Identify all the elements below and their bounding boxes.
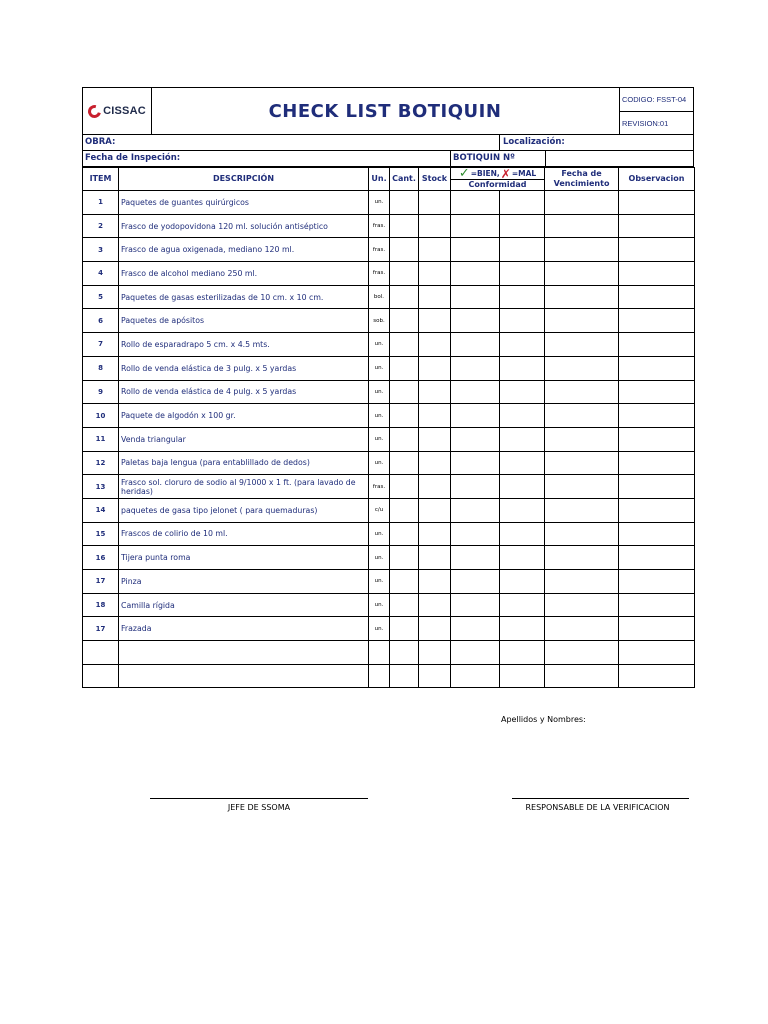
mal-cell[interactable]	[500, 427, 545, 451]
table-row	[83, 570, 695, 594]
item-description: Rollo de venda elástica de 3 pulg. x 5 yardas	[119, 356, 369, 380]
cant-cell[interactable]	[390, 380, 419, 404]
mal-cell[interactable]	[500, 475, 545, 499]
bien-cell[interactable]	[451, 191, 500, 215]
item-number: 11	[83, 427, 119, 451]
mal-cell[interactable]	[500, 285, 545, 309]
item-number: 13	[83, 475, 119, 499]
form-code: CODIGO: FSST-04	[622, 95, 687, 104]
item-unit: fras.	[369, 214, 390, 238]
vencimiento-cell[interactable]	[545, 309, 619, 333]
item-number: 16	[83, 546, 119, 570]
item-description: Frasco de agua oxigenada, mediano 120 ml.	[119, 238, 369, 262]
stock-cell[interactable]	[419, 356, 451, 380]
item-description	[119, 664, 369, 688]
mal-cell[interactable]	[500, 498, 545, 522]
cant-cell[interactable]	[390, 498, 419, 522]
item-number: 15	[83, 522, 119, 546]
bien-cell[interactable]	[451, 546, 500, 570]
mal-cell[interactable]	[500, 617, 545, 641]
item-unit	[369, 664, 390, 688]
item-description: Rollo de esparadrapo 5 cm. x 4.5 mts.	[119, 333, 369, 357]
item-description	[119, 641, 369, 665]
vencimiento-cell[interactable]	[545, 641, 619, 665]
bien-cell[interactable]	[451, 593, 500, 617]
vencimiento-cell[interactable]	[545, 570, 619, 594]
item-unit: un.	[369, 546, 390, 570]
stock-cell[interactable]	[419, 285, 451, 309]
mal-cell[interactable]	[500, 451, 545, 475]
vencimiento-cell[interactable]	[545, 262, 619, 286]
table-row	[83, 546, 695, 570]
stock-cell[interactable]	[419, 380, 451, 404]
table-row	[83, 404, 695, 428]
signature-line-jefe	[150, 798, 368, 799]
mal-cell[interactable]	[500, 404, 545, 428]
item-description: Frazada	[119, 617, 369, 641]
check-icon: ✓	[458, 165, 470, 181]
cant-cell[interactable]	[390, 570, 419, 594]
form-header	[82, 87, 694, 135]
table-row	[83, 262, 695, 286]
col-descripcion: DESCRIPCIÓN	[119, 168, 369, 191]
item-description: Paquetes de gasas esterilizadas de 10 cm. x 10 cm.	[119, 285, 369, 309]
observacion-cell[interactable]	[619, 380, 695, 404]
observacion-cell[interactable]	[619, 617, 695, 641]
vencimiento-cell[interactable]	[545, 664, 619, 688]
checklist-form	[82, 87, 694, 688]
stock-cell[interactable]	[419, 570, 451, 594]
col-cant: Cant.	[390, 168, 419, 191]
signature-line-responsable	[512, 798, 689, 799]
item-unit: un.	[369, 333, 390, 357]
table-row	[83, 617, 695, 641]
bien-cell[interactable]	[451, 380, 500, 404]
item-number	[83, 664, 119, 688]
mal-cell[interactable]	[500, 546, 545, 570]
cant-cell[interactable]	[390, 214, 419, 238]
vencimiento-cell[interactable]	[545, 498, 619, 522]
observacion-cell[interactable]	[619, 404, 695, 428]
observacion-cell[interactable]	[619, 570, 695, 594]
vencimiento-cell[interactable]	[545, 191, 619, 215]
mal-cell[interactable]	[500, 570, 545, 594]
item-unit: un.	[369, 593, 390, 617]
stock-cell[interactable]	[419, 664, 451, 688]
observacion-cell[interactable]	[619, 285, 695, 309]
vencimiento-cell[interactable]	[545, 475, 619, 499]
item-unit: un.	[369, 404, 390, 428]
item-description: Paquetes de guantes quirúrgicos	[119, 191, 369, 215]
botiquin-label: BOTIQUIN Nº	[453, 153, 515, 163]
form-revision: REVISION:01	[620, 111, 694, 134]
item-number: 2	[83, 214, 119, 238]
cant-cell[interactable]	[390, 451, 419, 475]
stock-cell[interactable]	[419, 404, 451, 428]
stock-cell[interactable]	[419, 522, 451, 546]
mal-cell[interactable]	[500, 356, 545, 380]
item-unit: fras.	[369, 262, 390, 286]
item-unit: bol.	[369, 285, 390, 309]
table-row	[83, 498, 695, 522]
item-unit: un.	[369, 380, 390, 404]
item-unit: c/u	[369, 498, 390, 522]
bien-cell[interactable]	[451, 214, 500, 238]
item-description: Frascos de colirio de 10 ml.	[119, 522, 369, 546]
observacion-cell[interactable]	[619, 191, 695, 215]
bien-cell[interactable]	[451, 427, 500, 451]
cant-cell[interactable]	[390, 475, 419, 499]
item-number: 7	[83, 333, 119, 357]
fecha-label: Fecha de Inspeción:	[85, 153, 181, 163]
observacion-cell[interactable]	[619, 238, 695, 262]
vencimiento-cell[interactable]	[545, 546, 619, 570]
bien-cell[interactable]	[451, 664, 500, 688]
table-row	[83, 427, 695, 451]
col-un: Un.	[369, 168, 390, 191]
stock-cell[interactable]	[419, 309, 451, 333]
vencimiento-cell[interactable]	[545, 427, 619, 451]
signature-jefe: JEFE DE SSOMA	[227, 803, 291, 812]
observacion-cell[interactable]	[619, 664, 695, 688]
bien-cell[interactable]	[451, 333, 500, 357]
item-description: Frasco de alcohol mediano 250 ml.	[119, 262, 369, 286]
item-number: 1	[83, 191, 119, 215]
item-unit: un.	[369, 617, 390, 641]
cant-cell[interactable]	[390, 404, 419, 428]
item-unit: sob.	[369, 309, 390, 333]
vencimiento-cell[interactable]	[545, 593, 619, 617]
stock-cell[interactable]	[419, 641, 451, 665]
table-row	[83, 451, 695, 475]
item-description: Paquete de algodón x 100 gr.	[119, 404, 369, 428]
cant-cell[interactable]	[390, 333, 419, 357]
stock-cell[interactable]	[419, 238, 451, 262]
cant-cell[interactable]	[390, 427, 419, 451]
mal-cell[interactable]	[500, 593, 545, 617]
logo-text: CISSAC	[103, 105, 146, 117]
item-number: 10	[83, 404, 119, 428]
table-row	[83, 309, 695, 333]
item-number: 8	[83, 356, 119, 380]
observacion-cell[interactable]	[619, 546, 695, 570]
cant-cell[interactable]	[390, 664, 419, 688]
bien-cell[interactable]	[451, 498, 500, 522]
observacion-cell[interactable]	[619, 427, 695, 451]
item-number: 17	[83, 570, 119, 594]
bien-cell[interactable]	[451, 238, 500, 262]
stock-cell[interactable]	[419, 262, 451, 286]
item-description: Venda triangular	[119, 427, 369, 451]
logo-cell	[83, 88, 152, 134]
bien-cell[interactable]	[451, 641, 500, 665]
col-item: ITEM	[83, 168, 119, 191]
mal-cell[interactable]	[500, 333, 545, 357]
observacion-cell[interactable]	[619, 451, 695, 475]
obra-label: OBRA:	[85, 137, 116, 147]
bien-cell[interactable]	[451, 404, 500, 428]
observacion-cell[interactable]	[619, 262, 695, 286]
vencimiento-cell[interactable]	[545, 214, 619, 238]
cant-cell[interactable]	[390, 285, 419, 309]
item-description: Paquetes de apósitos	[119, 309, 369, 333]
observacion-cell[interactable]	[619, 522, 695, 546]
cant-cell[interactable]	[390, 238, 419, 262]
col-stock: Stock	[419, 168, 451, 191]
mal-cell[interactable]	[500, 641, 545, 665]
observacion-cell[interactable]	[619, 309, 695, 333]
item-number: 3	[83, 238, 119, 262]
signature-responsable: RESPONSABLE DE LA VERIFICACION	[525, 803, 670, 812]
vencimiento-cell[interactable]	[545, 617, 619, 641]
stock-cell[interactable]	[419, 191, 451, 215]
item-description: Frasco sol. cloruro de sodio al 9/1000 x 1 ft. (para lavado de heridas)	[119, 475, 369, 499]
cant-cell[interactable]	[390, 191, 419, 215]
stock-cell[interactable]	[419, 498, 451, 522]
code-cell	[619, 88, 694, 134]
localizacion-label: Localización:	[503, 137, 565, 147]
table-row	[83, 356, 695, 380]
observacion-cell[interactable]	[619, 498, 695, 522]
bien-cell[interactable]	[451, 617, 500, 641]
item-unit: fras.	[369, 238, 390, 262]
item-unit: un.	[369, 522, 390, 546]
item-unit: un.	[369, 451, 390, 475]
obra-row	[82, 135, 694, 151]
item-number: 5	[83, 285, 119, 309]
item-description: Frasco de yodopovidona 120 ml. solución antiséptico	[119, 214, 369, 238]
cross-icon: ✗	[500, 166, 511, 181]
vencimiento-cell[interactable]	[545, 451, 619, 475]
mal-cell[interactable]	[500, 309, 545, 333]
cant-cell[interactable]	[390, 522, 419, 546]
mal-cell[interactable]	[500, 214, 545, 238]
bien-cell[interactable]	[451, 570, 500, 594]
bien-cell[interactable]	[451, 356, 500, 380]
mal-cell[interactable]	[500, 238, 545, 262]
vencimiento-cell[interactable]	[545, 380, 619, 404]
item-description: Rollo de venda elástica de 4 pulg. x 5 yardas	[119, 380, 369, 404]
vencimiento-cell[interactable]	[545, 522, 619, 546]
table-row	[83, 475, 695, 499]
vencimiento-cell[interactable]	[545, 285, 619, 309]
cant-cell[interactable]	[390, 356, 419, 380]
observacion-cell[interactable]	[619, 333, 695, 357]
item-unit: un.	[369, 570, 390, 594]
table-row	[83, 191, 695, 215]
mal-cell[interactable]	[500, 522, 545, 546]
bien-cell[interactable]	[451, 475, 500, 499]
col-vencimiento: Fecha de Vencimiento	[545, 168, 619, 191]
table-row	[83, 214, 695, 238]
mal-label: =MAL	[511, 168, 537, 178]
stock-cell[interactable]	[419, 546, 451, 570]
table-row	[83, 522, 695, 546]
item-number: 9	[83, 380, 119, 404]
item-description: Pinza	[119, 570, 369, 594]
table-row	[83, 238, 695, 262]
logo-ring-icon	[86, 102, 104, 120]
fecha-row	[82, 151, 694, 167]
cant-cell[interactable]	[390, 546, 419, 570]
col-observacion: Observacion	[619, 168, 695, 191]
stock-cell[interactable]	[419, 593, 451, 617]
item-unit: un.	[369, 191, 390, 215]
stock-cell[interactable]	[419, 451, 451, 475]
item-number: 6	[83, 309, 119, 333]
mal-cell[interactable]	[500, 664, 545, 688]
table-row	[83, 664, 695, 688]
item-unit: fras.	[369, 475, 390, 499]
cant-cell[interactable]	[390, 617, 419, 641]
observacion-cell[interactable]	[619, 356, 695, 380]
cant-cell[interactable]	[390, 593, 419, 617]
table-header-row	[83, 168, 695, 191]
item-number: 14	[83, 498, 119, 522]
observacion-cell[interactable]	[619, 593, 695, 617]
cant-cell[interactable]	[390, 309, 419, 333]
item-unit	[369, 641, 390, 665]
form-title: CHECK LIST BOTIQUIN	[268, 100, 502, 122]
checklist-table	[82, 167, 695, 688]
col-conformidad	[451, 165, 545, 191]
observacion-cell[interactable]	[619, 214, 695, 238]
item-description: Paletas baja lengua (para entablillado de dedos)	[119, 451, 369, 475]
item-description: paquetes de gasa tipo jelonet ( para quemaduras)	[119, 498, 369, 522]
stock-cell[interactable]	[419, 617, 451, 641]
bien-cell[interactable]	[451, 309, 500, 333]
item-number: 4	[83, 262, 119, 286]
stock-cell[interactable]	[419, 475, 451, 499]
observacion-cell[interactable]	[619, 475, 695, 499]
vencimiento-cell[interactable]	[545, 238, 619, 262]
bien-label: =BIEN,	[470, 168, 500, 178]
table-row	[83, 593, 695, 617]
table-row	[83, 285, 695, 309]
item-number: 18	[83, 593, 119, 617]
item-number: 17	[83, 617, 119, 641]
conformidad-legend	[451, 165, 544, 181]
cant-cell[interactable]	[390, 262, 419, 286]
item-number	[83, 641, 119, 665]
table-row	[83, 641, 695, 665]
vencimiento-cell[interactable]	[545, 356, 619, 380]
table-row	[83, 380, 695, 404]
stock-cell[interactable]	[419, 214, 451, 238]
vencimiento-cell[interactable]	[545, 333, 619, 357]
names-label: Apellidos y Nombres:	[501, 715, 586, 724]
item-description: Camilla rígida	[119, 593, 369, 617]
item-number: 12	[83, 451, 119, 475]
bien-cell[interactable]	[451, 451, 500, 475]
stock-cell[interactable]	[419, 427, 451, 451]
observacion-cell[interactable]	[619, 641, 695, 665]
item-description: Tijera punta roma	[119, 546, 369, 570]
conformidad-label: Conformidad	[468, 180, 527, 189]
mal-cell[interactable]	[500, 262, 545, 286]
stock-cell[interactable]	[419, 333, 451, 357]
item-unit: un.	[369, 356, 390, 380]
bien-cell[interactable]	[451, 522, 500, 546]
vencimiento-cell[interactable]	[545, 404, 619, 428]
item-unit: un.	[369, 427, 390, 451]
bien-cell[interactable]	[451, 285, 500, 309]
cissac-logo	[88, 105, 146, 118]
cant-cell[interactable]	[390, 641, 419, 665]
mal-cell[interactable]	[500, 380, 545, 404]
table-row	[83, 333, 695, 357]
bien-cell[interactable]	[451, 262, 500, 286]
mal-cell[interactable]	[500, 191, 545, 215]
